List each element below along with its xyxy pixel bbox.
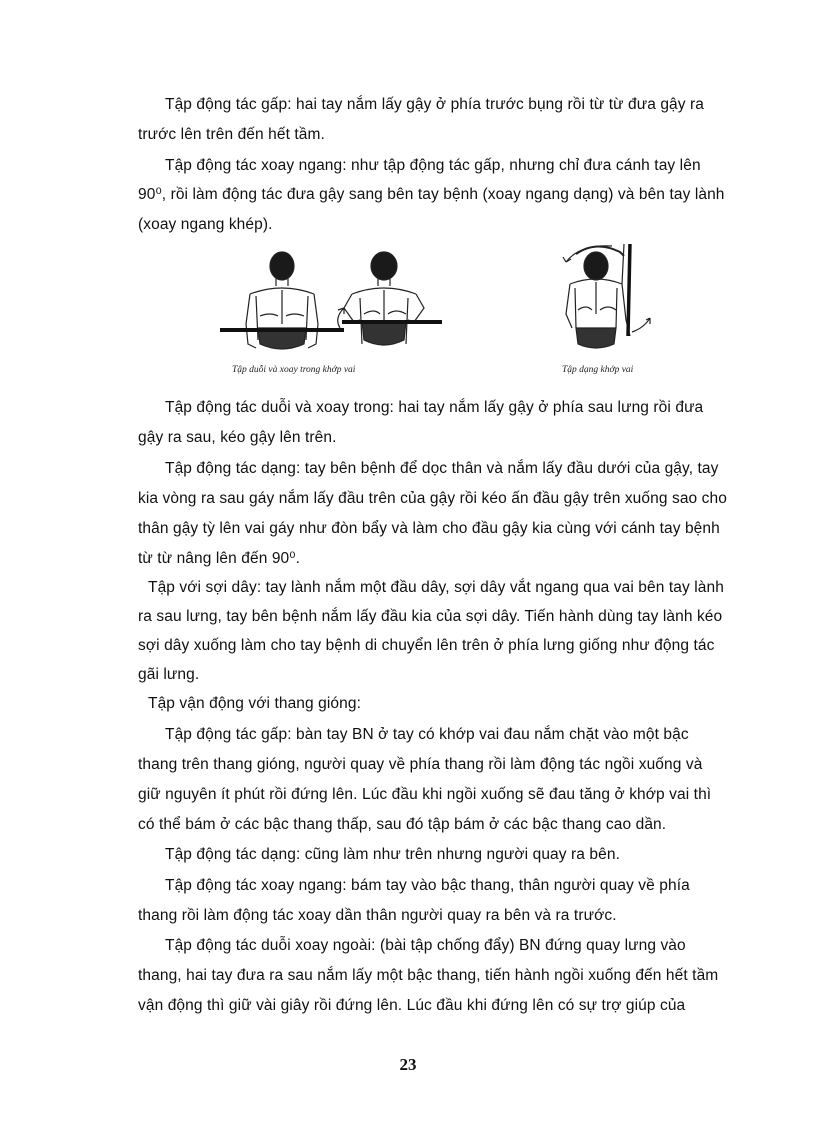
text-line: Tập động tác duỗi và xoay trong: hai tay nắm lấy gậy ở phía sau lưng rồi đưa	[165, 399, 704, 416]
text-line: Tập động tác gấp: bàn tay BN ở tay có khớp vai đau nắm chặt vào một bậc	[165, 726, 689, 743]
text-line: có thể bám ở các bậc thang thấp, sau đó tập bám ở các bậc thang cao dần.	[138, 816, 667, 833]
text-line: Tập động tác dạng: tay bên bệnh để dọc thân và nắm lấy đầu dưới của gậy, tay	[165, 460, 719, 477]
text-line: giữ nguyên ít phút rồi đứng lên. Lúc đầu khi ngồi xuống sẽ đau tăng ở khớp vai thì	[138, 786, 712, 803]
shoulder-exercise-drawing	[220, 244, 690, 384]
text-line: (xoay ngang khép).	[138, 216, 273, 233]
exercise-illustration	[220, 244, 690, 384]
figure-caption-left: Tập duỗi và xoay trong khớp vai	[232, 365, 356, 375]
text-line: ra sau lưng, tay bên bệnh nắm lấy đầu kia của sợi dây. Tiến hành dùng tay lành kéo	[138, 608, 723, 625]
figure-caption-right: Tập dạng khớp vai	[562, 365, 634, 375]
text-line: trước lên trên đến hết tầm.	[138, 126, 325, 143]
text-line: 90⁰, rồi làm động tác đưa gậy sang bên tay bệnh (xoay ngang dạng) và bên tay lành	[138, 186, 725, 203]
text-line: thang rồi làm động tác xoay dần thân người quay ra bên và ra trước.	[138, 907, 617, 924]
section-heading: Tập vận động với thang gióng:	[148, 695, 361, 712]
text-line: từ từ nâng lên đến 90⁰.	[138, 550, 300, 567]
text-line: Tập động tác xoay ngang: bám tay vào bậc thang, thân người quay về phía	[165, 877, 690, 894]
text-line: thang trên thang gióng, người quay về phía thang rồi làm động tác ngồi xuống và	[138, 756, 703, 773]
text-line: gãi lưng.	[138, 666, 200, 683]
text-line: gậy ra sau, kéo gậy lên trên.	[138, 429, 337, 446]
text-line: sợi dây xuống làm cho tay bệnh di chuyển lên trên ở phía lưng giống như động tác	[138, 637, 715, 654]
text-line: vận động thì giữ vài giây rồi đứng lên. Lúc đầu khi đứng lên có sự trợ giúp của	[138, 997, 686, 1014]
text-line: kia vòng ra sau gáy nắm lấy đầu trên của gậy rồi kéo ấn đầu gậy trên xuống sao cho	[138, 490, 727, 507]
text-line: Tập động tác xoay ngang: như tập động tác gấp, nhưng chỉ đưa cánh tay lên	[165, 157, 701, 174]
text-line: Tập động tác dạng: cũng làm như trên nhưng người quay ra bên.	[165, 846, 620, 863]
text-line: Tập động tác duỗi xoay ngoài: (bài tập chống đẩy) BN đứng quay lưng vào	[165, 937, 686, 954]
text-line: thang, hai tay đưa ra sau nắm lấy một bậc thang, tiến hành ngồi xuống đến hết tầm	[138, 967, 719, 984]
figure-extension-rotation-1	[220, 252, 344, 349]
figure-extension-rotation-2	[338, 252, 442, 345]
text-line: Tập động tác gấp: hai tay nắm lấy gậy ở phía trước bụng rồi từ từ đưa gậy ra	[165, 96, 705, 113]
page-number: 23	[399, 1055, 417, 1074]
figure-abduction	[563, 244, 650, 348]
text-line: thân gậy tỳ lên vai gáy như đòn bẩy và làm cho đầu gậy kia cùng với cánh tay bệnh	[138, 520, 720, 537]
text-line: Tập với sợi dây: tay lành nắm một đầu dây, sợi dây vắt ngang qua vai bên tay lành	[148, 579, 724, 596]
